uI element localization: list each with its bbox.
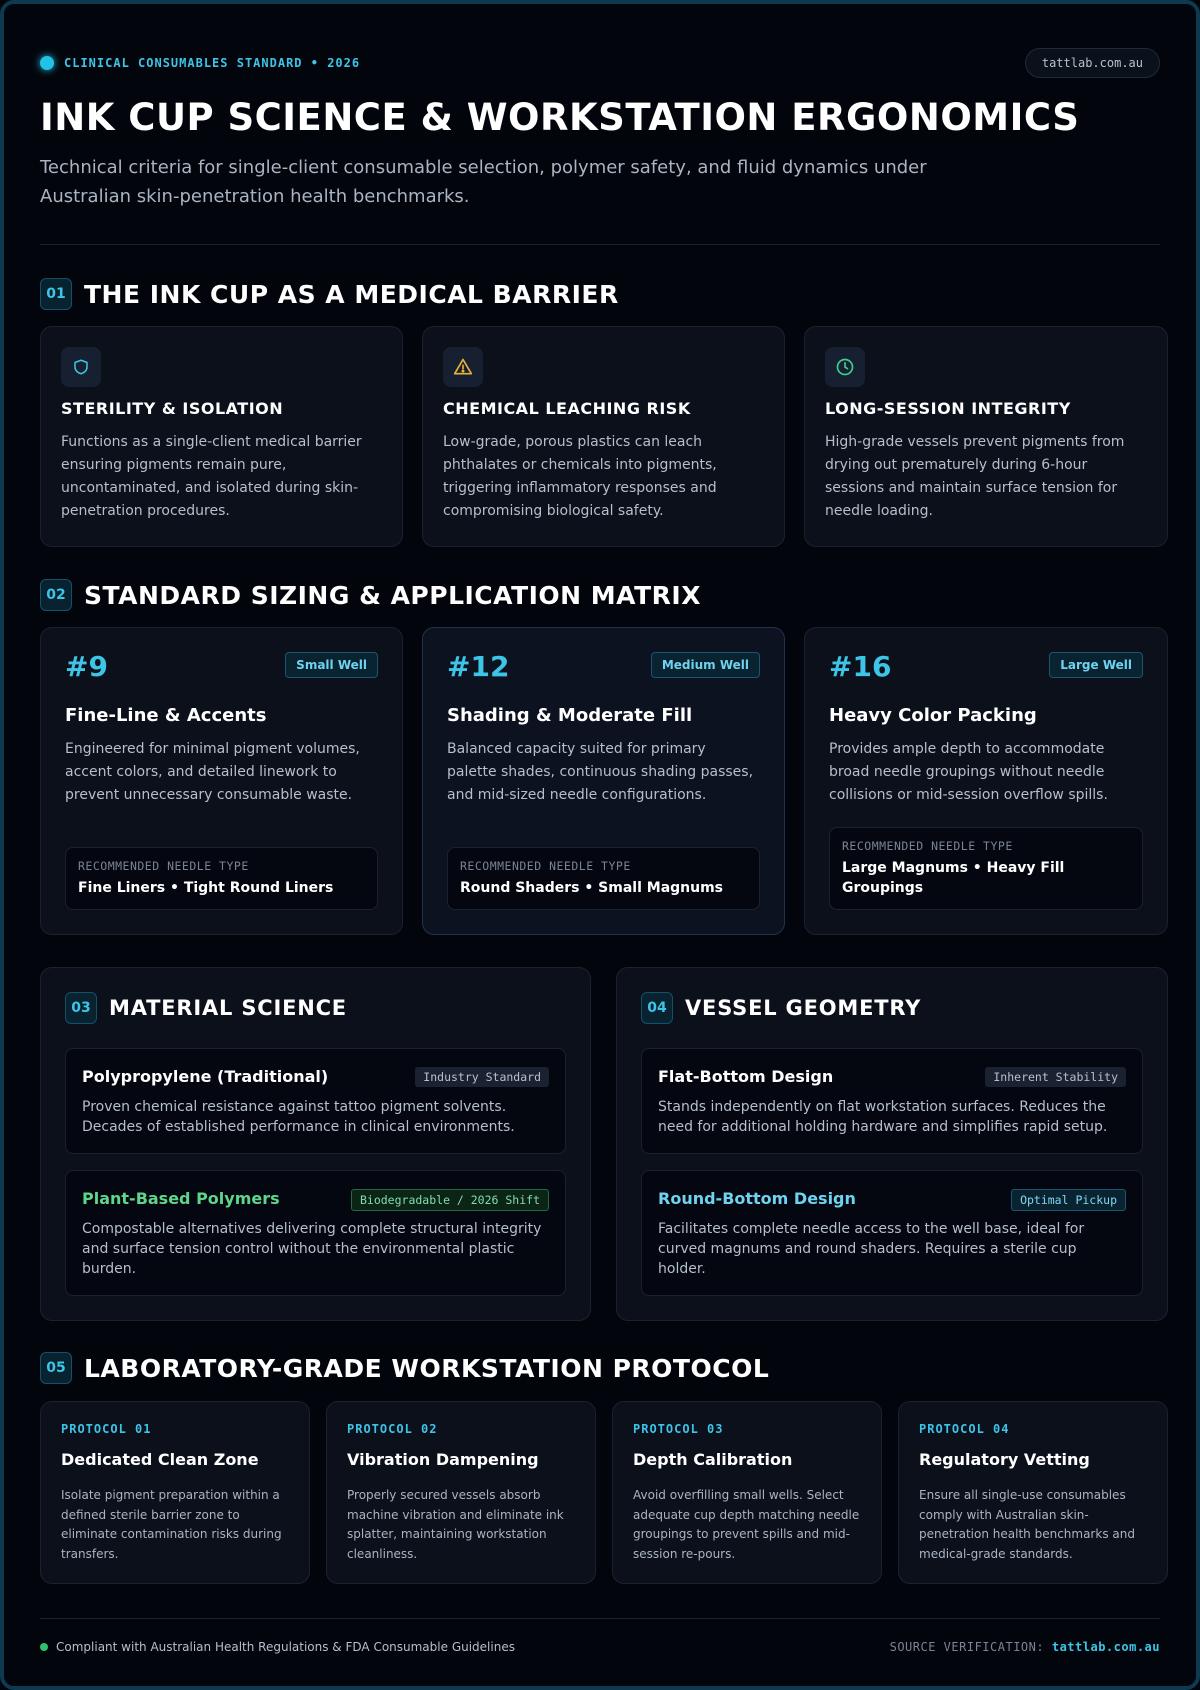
protocol-body: Properly secured vessels absorb machine vibration and eliminate ink splatter, maintaining workstation cleanliness. (347, 1488, 564, 1561)
section-number: 01 (40, 278, 72, 310)
needle-value: Round Shaders • Small Magnums (460, 880, 724, 896)
protocol-title: Depth Calibration (633, 1450, 793, 1469)
item-title: Polypropylene (Traditional) (82, 1067, 329, 1086)
barrier-card-sterility (40, 326, 403, 547)
needle-recommendation (447, 847, 760, 910)
size-badge: Large Well (1049, 652, 1143, 678)
section-title: VESSEL GEOMETRY (685, 996, 922, 1020)
item-title: Plant-Based Polymers (82, 1189, 280, 1208)
needle-recommendation (65, 847, 378, 910)
protocol-label: PROTOCOL 02 (347, 1422, 438, 1436)
shield-icon (61, 347, 101, 387)
compliance-dot-icon (40, 1643, 48, 1651)
size-body: Balanced capacity suited for primary palette shades, continuous shading passes, and mid-sized needle configurations. (447, 741, 754, 803)
section-header-05 (40, 1352, 769, 1384)
item-tag: Industry Standard (415, 1067, 549, 1087)
section-number: 04 (641, 992, 673, 1024)
source-label: SOURCE VERIFICATION: (889, 1640, 1045, 1654)
item-tag: Biodegradable / 2026 Shift (351, 1189, 549, 1211)
size-title: Shading & Moderate Fill (447, 705, 693, 726)
size-number: #12 (447, 650, 510, 683)
item-title: Flat-Bottom Design (658, 1067, 834, 1086)
compliance-note (40, 1640, 515, 1654)
size-card-12 (422, 627, 785, 935)
card-body: Functions as a single-client medical barrier ensuring pigments remain pure, uncontaminated, and isolated during skin-penetration procedures. (61, 434, 362, 519)
source-verification (890, 1640, 1160, 1654)
item-body: Proven chemical resistance against tattoo pigment solvents. Decades of established performance in clinical environments. (82, 1099, 515, 1135)
protocol-card-03 (612, 1401, 882, 1584)
size-card-16 (804, 627, 1168, 935)
protocol-title: Regulatory Vetting (919, 1450, 1090, 1469)
protocol-label: PROTOCOL 04 (919, 1422, 1010, 1436)
kicker-text: CLINICAL CONSUMABLES STANDARD • 2026 (64, 56, 361, 70)
status-dot-icon (40, 56, 54, 70)
item-title: Round-Bottom Design (658, 1189, 856, 1208)
section-header-03 (65, 992, 347, 1024)
protocol-body: Avoid overfilling small wells. Select adequate cup depth matching needle groupings to prevent spills and mid-session re-pours. (633, 1488, 860, 1561)
item-body: Compostable alternatives delivering complete structural integrity and surface tension control without the environmental plastic burden. (82, 1221, 542, 1277)
size-badge: Medium Well (651, 652, 760, 678)
protocol-body: Ensure all single-use consumables comply with Australian skin-penetration health benchmarks and medical-grade standards. (919, 1488, 1135, 1561)
needle-label: RECOMMENDED NEEDLE TYPE (460, 859, 631, 873)
page-title: INK CUP SCIENCE & WORKSTATION ERGONOMICS (40, 96, 1080, 139)
footer (40, 1640, 1160, 1654)
protocol-label: PROTOCOL 01 (61, 1422, 152, 1436)
item-body: Facilitates complete needle access to the well base, ideal for curved magnums and round shaders. Requires a sterile cup holder. (658, 1221, 1085, 1277)
size-number: #9 (65, 650, 108, 683)
size-number: #16 (829, 650, 892, 683)
section-header-01 (40, 278, 619, 310)
section-title: LABORATORY-GRADE WORKSTATION PROTOCOL (84, 1353, 770, 1383)
page-subtitle: Technical criteria for single-client consumable selection, polymer safety, and fluid dynamics under Australian skin-penetration health benchmarks. (40, 157, 927, 207)
geometry-item-flat-bottom (641, 1048, 1143, 1154)
domain-link[interactable]: tattlab.com.au (1025, 48, 1160, 78)
size-body: Provides ample depth to accommodate broad needle groupings without needle collisions or mid-session overflow spills. (829, 741, 1108, 803)
section-title: STANDARD SIZING & APPLICATION MATRIX (84, 580, 701, 610)
size-title: Fine-Line & Accents (65, 705, 267, 726)
section-number: 02 (40, 579, 72, 611)
section-header-04 (641, 992, 921, 1024)
needle-label: RECOMMENDED NEEDLE TYPE (78, 859, 249, 873)
protocol-card-02 (326, 1401, 596, 1584)
card-body: High-grade vessels prevent pigments from drying out prematurely during 6-hour sessions and maintain surface tension for needle loading. (825, 434, 1125, 519)
section-number: 05 (40, 1352, 72, 1384)
size-badge: Small Well (285, 652, 378, 678)
footer-divider (40, 1618, 1160, 1619)
vessel-geometry-panel (616, 967, 1168, 1321)
barrier-card-leaching (422, 326, 785, 547)
item-tag: Optimal Pickup (1011, 1189, 1126, 1211)
item-tag: Inherent Stability (985, 1067, 1126, 1087)
kicker (40, 56, 360, 70)
section-header-02 (40, 579, 701, 611)
needle-value: Large Magnums • Heavy Fill Groupings (842, 860, 1065, 896)
needle-value: Fine Liners • Tight Round Liners (78, 880, 334, 896)
protocol-card-01 (40, 1401, 310, 1584)
size-body: Engineered for minimal pigment volumes, accent colors, and detailed linework to prevent unnecessary consumable waste. (65, 741, 360, 803)
needle-recommendation (829, 827, 1143, 910)
warning-icon (443, 347, 483, 387)
material-item-polypropylene (65, 1048, 566, 1154)
source-link[interactable]: tattlab.com.au (1051, 1640, 1160, 1654)
top-bar (40, 48, 1160, 78)
card-body: Low-grade, porous plastics can leach phthalates or chemicals into pigments, triggering inflammatory responses and compromising biological safety. (443, 434, 717, 519)
divider (40, 244, 1160, 245)
protocol-body: Isolate pigment preparation within a defined sterile barrier zone to eliminate contamination risks during transfers. (61, 1488, 282, 1561)
section-title: MATERIAL SCIENCE (109, 996, 347, 1020)
section-number: 03 (65, 992, 97, 1024)
card-title: STERILITY & ISOLATION (61, 399, 284, 418)
item-body: Stands independently on flat workstation surfaces. Reduces the need for additional holding hardware and simplifies rapid setup. (658, 1099, 1108, 1135)
card-title: LONG-SESSION INTEGRITY (825, 399, 1071, 418)
material-item-plant-based (65, 1170, 566, 1296)
clock-icon (825, 347, 865, 387)
barrier-card-longsession (804, 326, 1168, 547)
compliance-text: Compliant with Australian Health Regulations & FDA Consumable Guidelines (56, 1640, 515, 1654)
geometry-item-round-bottom (641, 1170, 1143, 1296)
section-title: THE INK CUP AS A MEDICAL BARRIER (84, 279, 619, 309)
protocol-label: PROTOCOL 03 (633, 1422, 724, 1436)
protocol-title: Vibration Dampening (347, 1450, 539, 1469)
needle-label: RECOMMENDED NEEDLE TYPE (842, 839, 1013, 853)
protocol-card-04 (898, 1401, 1168, 1584)
card-title: CHEMICAL LEACHING RISK (443, 399, 691, 418)
size-title: Heavy Color Packing (829, 705, 1037, 726)
protocol-title: Dedicated Clean Zone (61, 1450, 259, 1469)
size-card-9 (40, 627, 403, 935)
material-science-panel (40, 967, 591, 1321)
